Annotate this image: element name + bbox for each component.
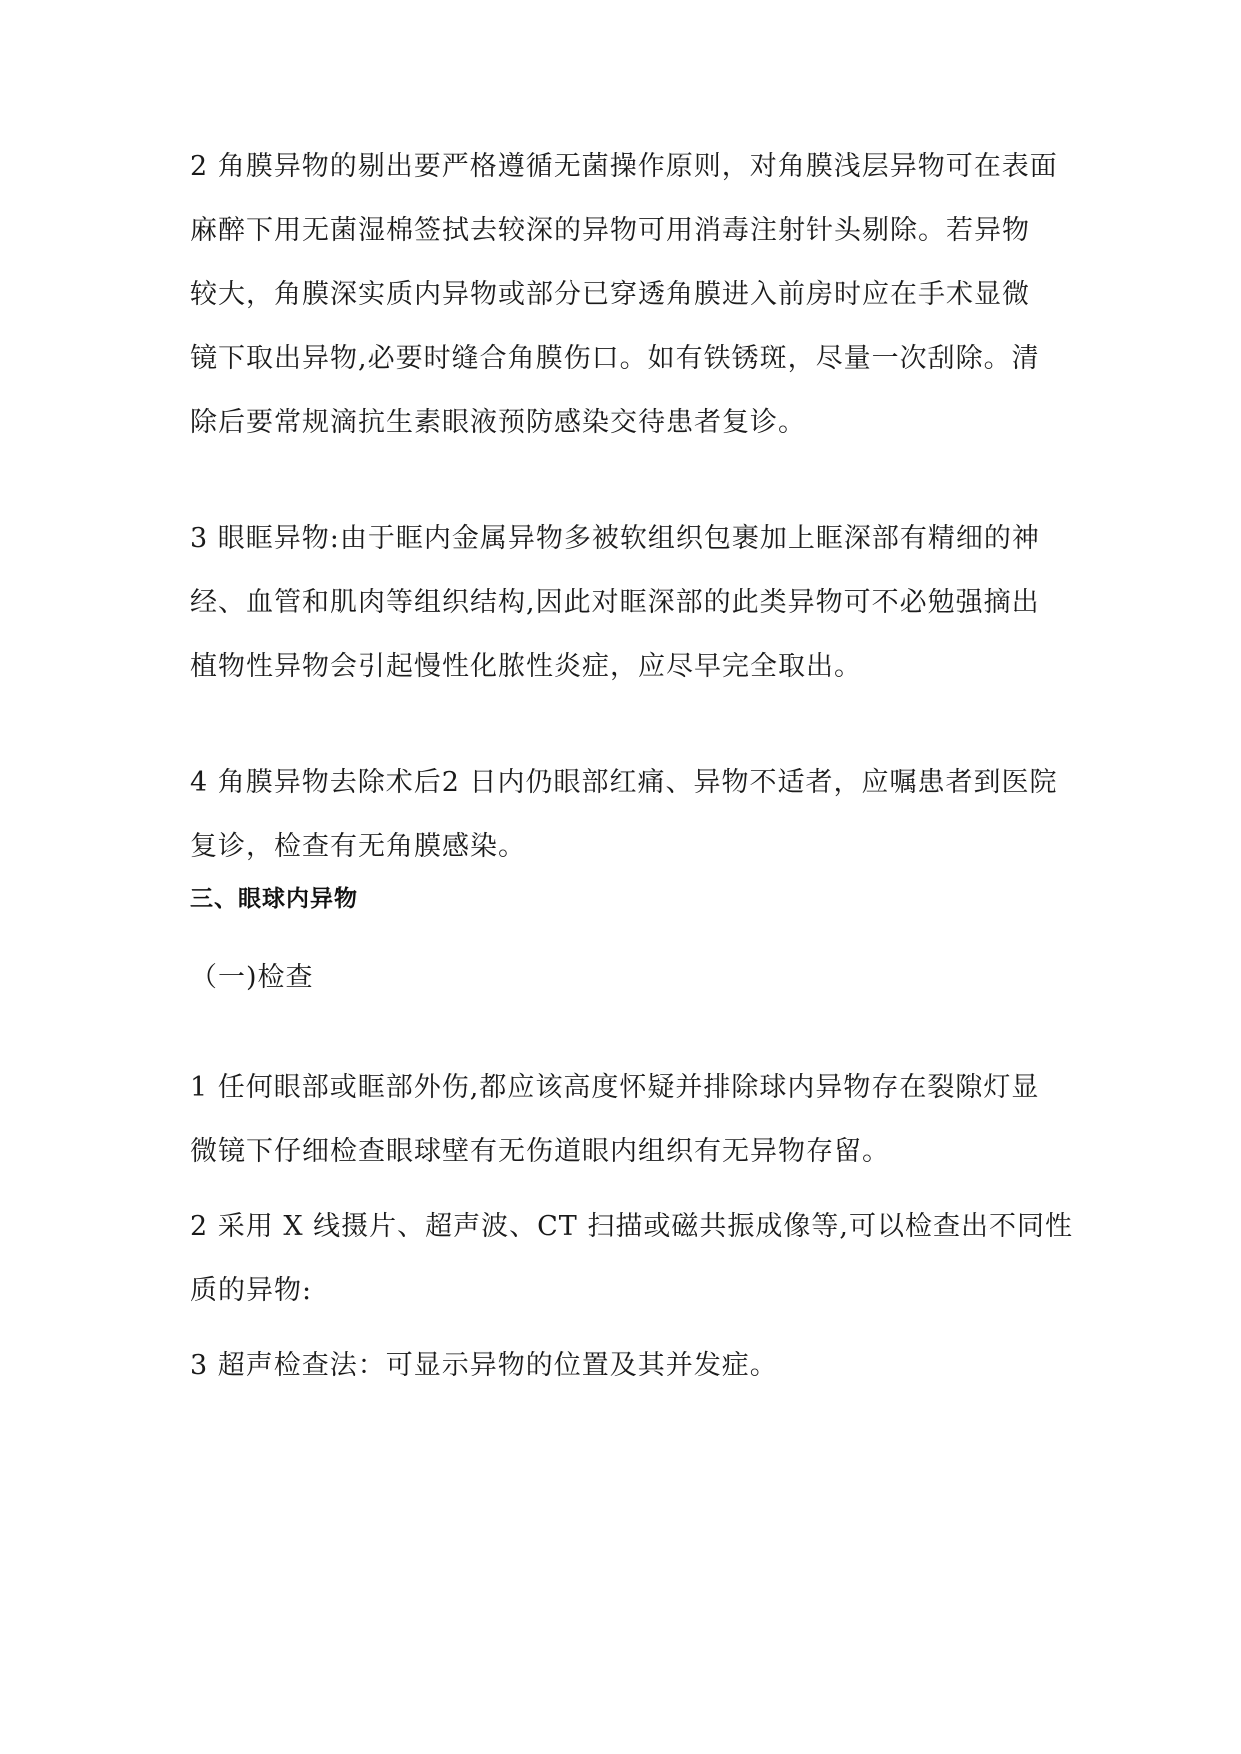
text-line: 1 任何眼部或眶部外伤,都应该高度怀疑并排除球内异物存在裂隙灯显 — [190, 1072, 1040, 1103]
text-line: 2 采用 X 线摄片、超声波、CT 扫描或磁共振成像等,可以检查出不同性 — [190, 1211, 1073, 1242]
paragraph-followup — [190, 751, 1090, 879]
text-line: 除后要常规滴抗生素眼液预防感染交待患者复诊。 — [190, 407, 806, 438]
text-line: 3 超声检查法：可显示异物的位置及其并发症。 — [190, 1350, 778, 1381]
text-line: 经、血管和肌肉等组织结构,因此对眶深部的此类异物可不必勉强摘出 — [190, 587, 1040, 618]
text-line: 微镜下仔细检查眼球壁有无伤道眼内组织有无异物存留。 — [190, 1136, 890, 1167]
text-line: 植物性异物会引起慢性化脓性炎症，应尽早完全取出。 — [190, 651, 862, 682]
paragraph-examination-2 — [190, 1195, 1090, 1323]
paragraph-corneal-removal — [190, 135, 1090, 455]
paragraph-orbital-foreign-body — [190, 507, 1090, 699]
text-line: 复诊，检查有无角膜感染。 — [190, 831, 526, 862]
text-line: 较大，角膜深实质内异物或部分已穿透角膜进入前房时应在手术显微 — [190, 279, 1030, 310]
text-line: 3 眼眶异物:由于眶内金属异物多被软组织包裹加上眶深部有精细的神 — [190, 523, 1040, 554]
text-line: （一)检查 — [190, 962, 314, 993]
paragraph-examination-3 — [190, 1334, 1090, 1398]
text-line: 2 角膜异物的剔出要严格遵循无菌操作原则，对角膜浅层异物可在表面 — [190, 151, 1058, 182]
text-line: 质的异物: — [190, 1275, 313, 1306]
text-line: 4 角膜异物去除术后2 日内仍眼部红痛、异物不适者，应嘱患者到医院 — [190, 767, 1058, 798]
subheading-examination — [190, 946, 1090, 1010]
text-line: 麻醉下用无菌湿棉签拭去较深的异物可用消毒注射针头剔除。若异物 — [190, 215, 1030, 246]
text-line: 镜下取出异物,必要时缝合角膜伤口。如有铁锈斑，尽量一次刮除。清 — [190, 343, 1040, 374]
paragraph-examination-1 — [190, 1056, 1090, 1184]
section-heading: 三、眼球内异物 — [190, 886, 358, 912]
